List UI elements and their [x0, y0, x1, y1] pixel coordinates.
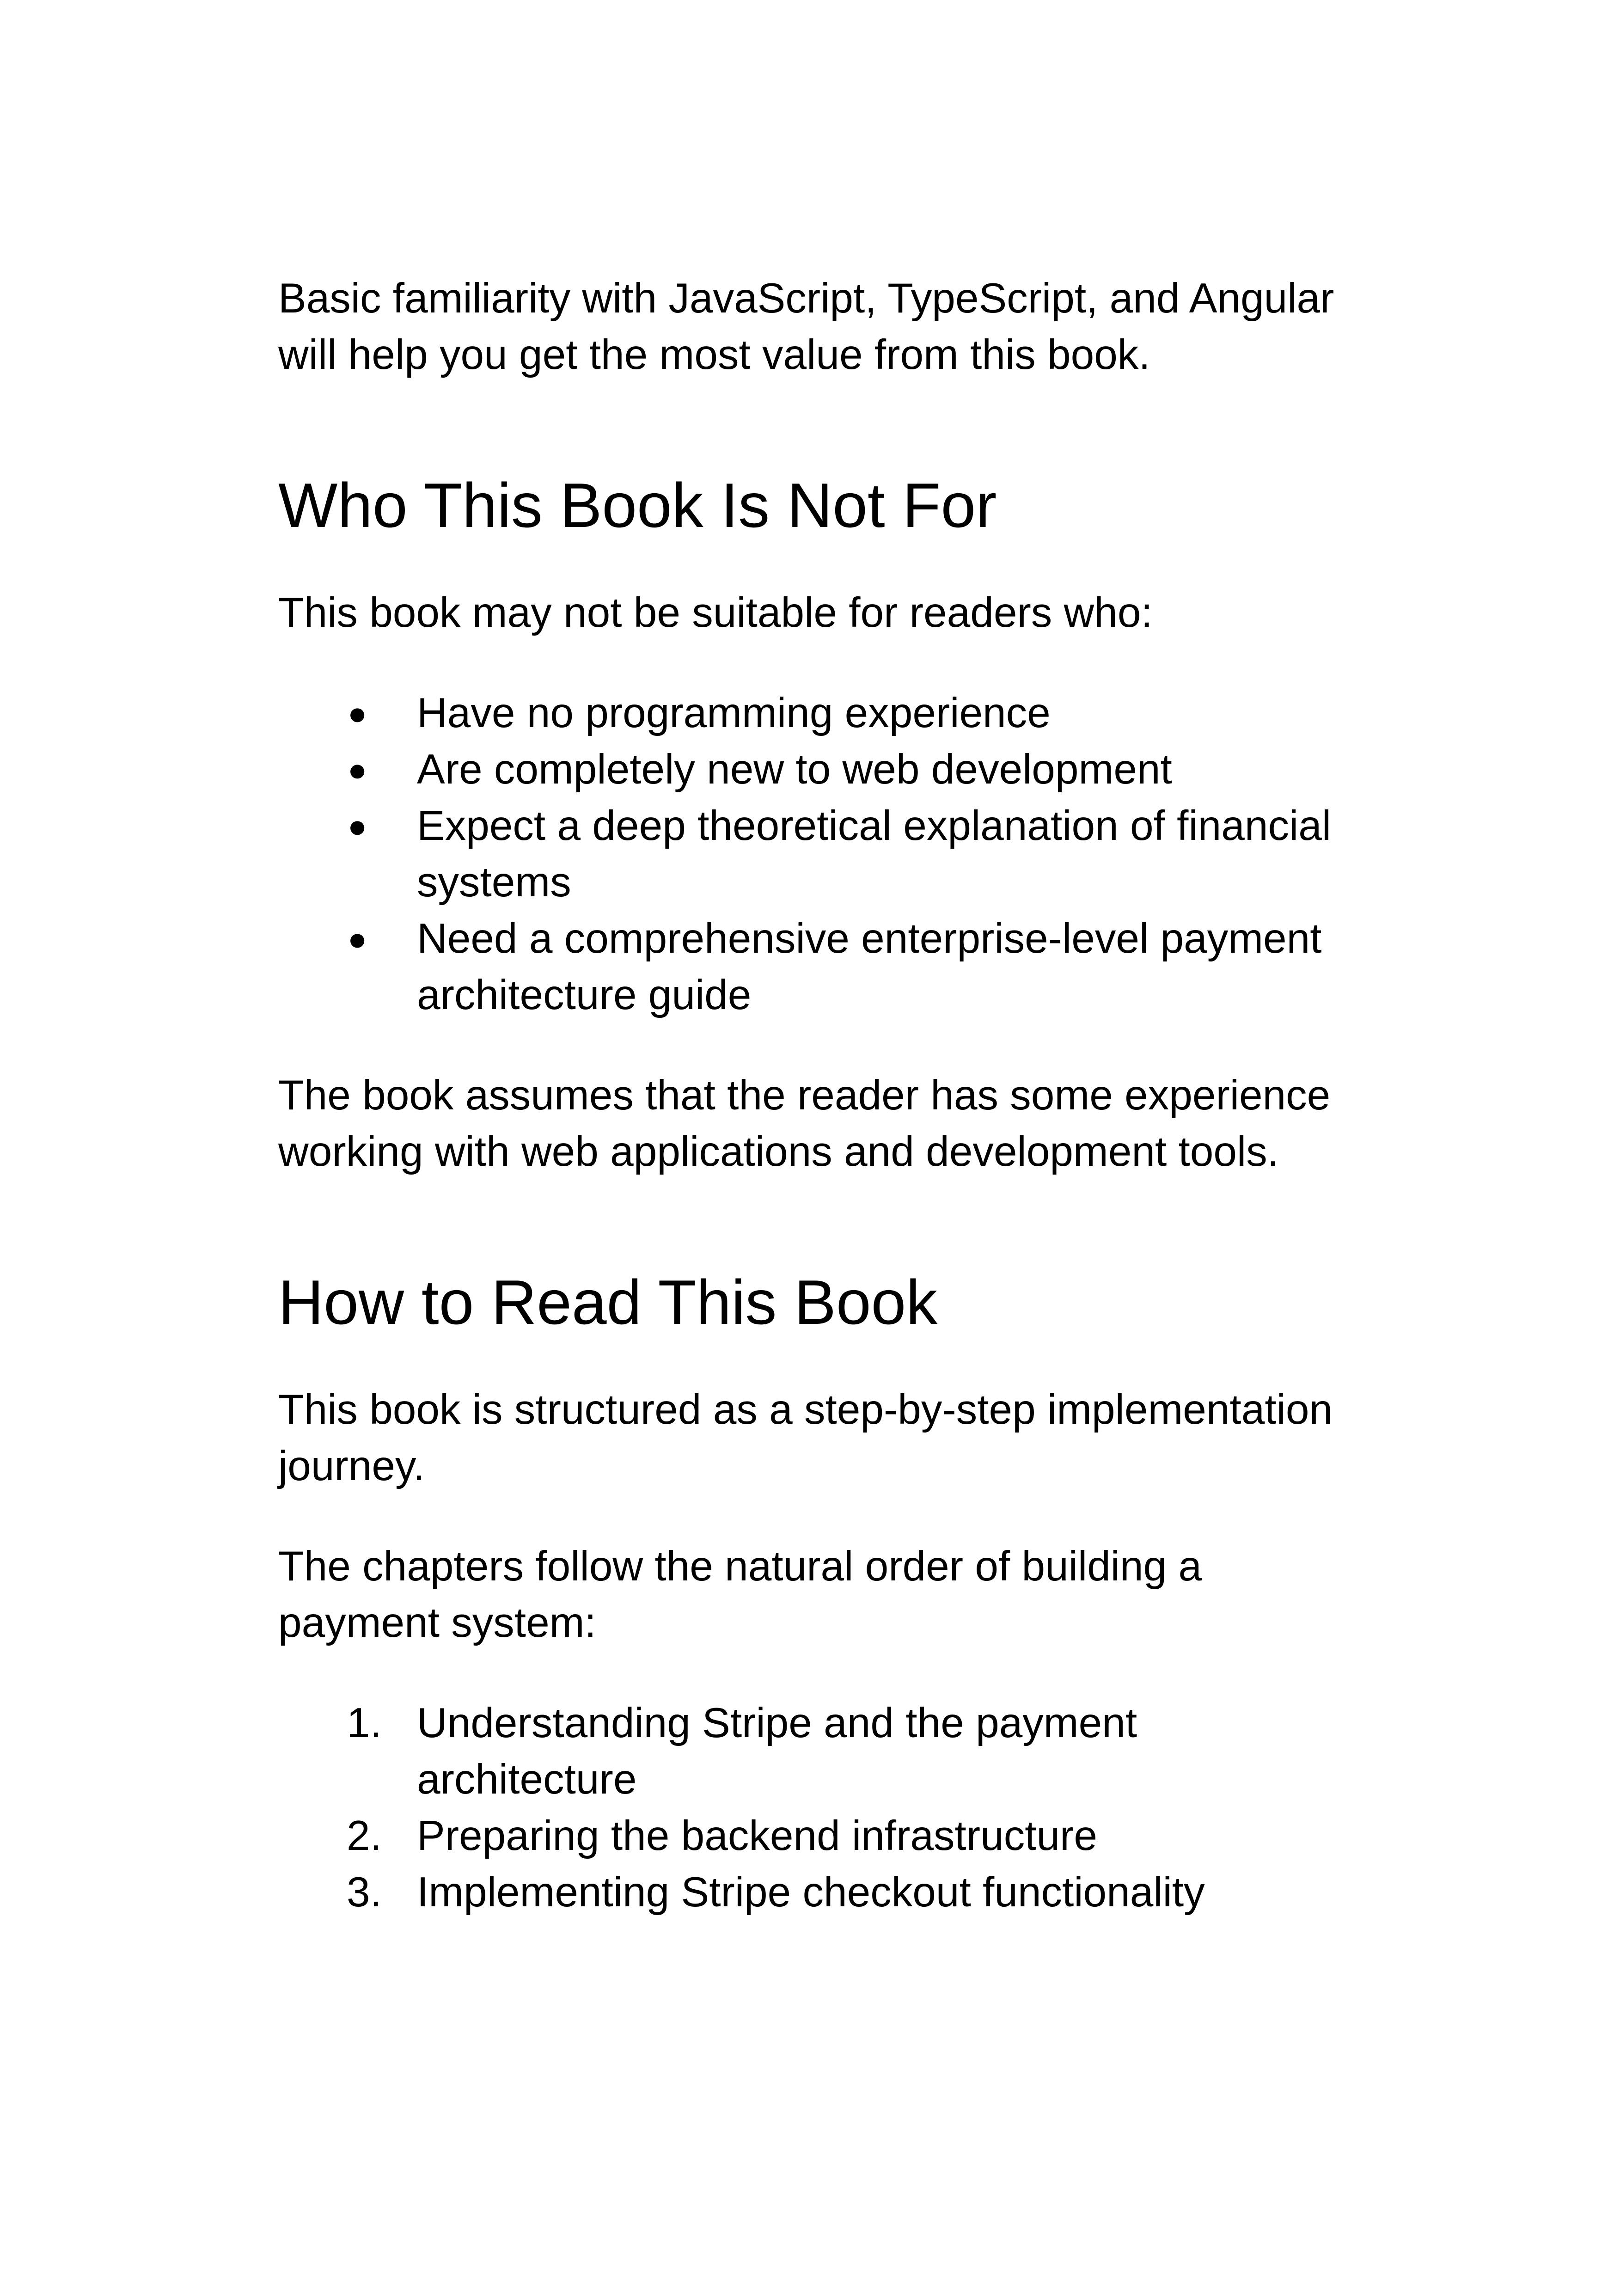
list-item-text: Implementing Stripe checkout functionality [417, 1869, 1205, 1916]
bullet-icon: ● [348, 921, 367, 957]
list-item [278, 741, 1351, 798]
bullet-icon: ● [348, 752, 367, 788]
not-for-bullet-list [278, 685, 1351, 1023]
list-item [278, 1695, 1351, 1808]
list-item-number: 3. [347, 1869, 382, 1916]
section-heading-not-for: Who This Book Is Not For [278, 470, 997, 540]
list-item [278, 1864, 1351, 1921]
list-item-text: Are completely new to web development [417, 746, 1172, 793]
list-item-number: 2. [347, 1812, 382, 1859]
how-to-read-paragraph-chapters: The chapters follow the natural order of building a payment system: [278, 1543, 1202, 1646]
list-item-text: Have no programming experience [417, 690, 1051, 736]
list-item-number: 1. [347, 1700, 382, 1746]
list-item [278, 1808, 1351, 1864]
page-content [278, 270, 1351, 1921]
list-item-text: Preparing the backend infrastructure [417, 1812, 1097, 1859]
list-item [278, 685, 1351, 741]
chapter-order-numbered-list [278, 1695, 1351, 1921]
not-for-closing-paragraph: The book assumes that the reader has some experience working with web applications and development tools. [278, 1072, 1331, 1175]
bullet-icon: ● [348, 808, 367, 844]
list-item [278, 911, 1351, 1023]
section-heading-how-to-read: How to Read This Book [278, 1267, 938, 1337]
intro-paragraph: Basic familiarity with JavaScript, TypeScript, and Angular will help you get the most value from this book. [278, 275, 1334, 378]
bullet-icon: ● [348, 695, 367, 731]
not-for-lead-paragraph: This book may not be suitable for readers who: [278, 589, 1153, 636]
list-item [278, 798, 1351, 911]
list-item-text: Understanding Stripe and the payment architecture [417, 1700, 1137, 1803]
list-item-text: Need a comprehensive enterprise-level payment architecture guide [417, 915, 1322, 1018]
list-item-text: Expect a deep theoretical explanation of financial systems [417, 802, 1332, 906]
how-to-read-paragraph-structure: This book is structured as a step-by-step implementation journey. [278, 1386, 1333, 1489]
